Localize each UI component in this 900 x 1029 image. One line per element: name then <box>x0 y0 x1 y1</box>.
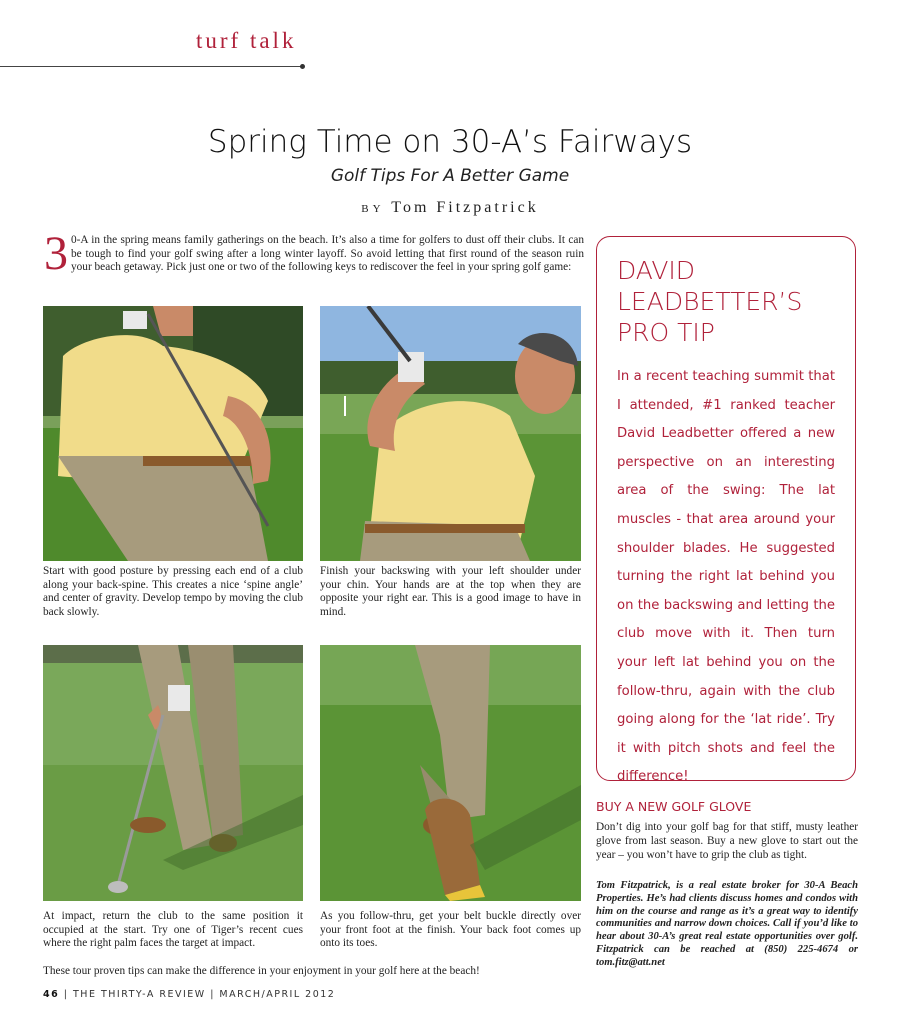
intro-text: 0-A in the spring means family gatherings on the beach. It’s also a time for golfers to dust off their clubs. It can be tough to find your golf swing after a long winter layoff. So avoid letting that first round of the season ruin your beach getaway. Pick just one or two of the following keys to rediscover the feel in your spring golf game: <box>71 234 584 274</box>
byline <box>0 199 900 217</box>
page-number: 46 <box>43 989 60 1000</box>
caption-backswing: Finish your backswing with your left shoulder under your chin. Your hands are at the top when they are opposite your right ear. This is a good image to have in mind. <box>320 565 581 618</box>
publication-name: THE THIRTY-A REVIEW <box>73 989 206 1000</box>
issue-date: MARCH/APRIL 2012 <box>219 989 336 1000</box>
pro-tip-title-line: DAVID <box>617 256 696 285</box>
closing-sentence: These tour proven tips can make the difference in your enjoyment in your golf here at the beach! <box>43 965 480 977</box>
pro-tip-title-line: LEADBETTER’S <box>617 287 803 316</box>
page-footer <box>43 989 335 1000</box>
drop-cap: 3 <box>44 227 68 280</box>
pro-tip-body: In a recent teaching summit that I attended, #1 ranked teacher David Leadbetter offered a new perspective on an interesting area of the swing: The lat muscles - that area around your shoulder blades. He suggested turning the right lat behind you on the backswing and letting the club move with it. Then turn your left lat behind you on the follow-thru, again with the club going along for the ‘lat ride’. Try it with pitch shots and feel the difference! <box>617 369 835 785</box>
caption-posture: Start with good posture by pressing each end of a club along your back-spine. This creates a nice ‘spine angle’ and center of gravity. Develop tempo by moving the club back slowly. <box>43 565 303 618</box>
photo-backswing <box>320 306 581 561</box>
article-title: Spring Time on 30-A’s Fairways <box>207 124 693 160</box>
section-label: turf talk <box>196 28 297 53</box>
pro-tip-title <box>617 255 847 348</box>
section-rule-dot <box>300 64 305 69</box>
pro-tip-title-line: PRO TIP <box>617 318 715 347</box>
photo-impact <box>43 645 303 901</box>
glove-heading: BUY A NEW GOLF GLOVE <box>596 799 752 814</box>
section-rule <box>0 66 302 67</box>
article-subtitle: Golf Tips For A Better Game <box>330 166 570 186</box>
photo-follow-thru <box>320 645 581 901</box>
author-bio: Tom Fitzpatrick, is a real estate broker for 30-A Beach Properties. He’s had clients discuss homes and condos with him on the course and range as it’s a great way to identify communities and narrow down choices. Call if you’d like to hear about 30-A’s great real estate opportunities over golf. Fitzpatrick can be reached at (850) 225-4674 or tom.fitz@att.net <box>596 880 858 968</box>
footer-separator-2: | <box>210 989 215 1000</box>
footer-separator-1: | <box>63 989 69 1000</box>
byline-author: Tom Fitzpatrick <box>391 199 539 216</box>
caption-impact: At impact, return the club to the same position it occupied at the start. Try one of Tiger’s recent cues where the right palm faces the target at impact. <box>43 910 303 950</box>
intro-paragraph <box>44 227 584 280</box>
glove-body: Don’t dig into your golf bag for that stiff, musty leather glove from last season. Buy a new glove to start out the year – you won’t have to grip the club as tight. <box>596 821 858 861</box>
caption-follow-thru: As you follow-thru, get your belt buckle directly over your front foot at the finish. Your back foot comes up onto its toes. <box>320 910 581 950</box>
byline-prefix: BY <box>361 203 385 215</box>
photo-posture <box>43 306 303 561</box>
